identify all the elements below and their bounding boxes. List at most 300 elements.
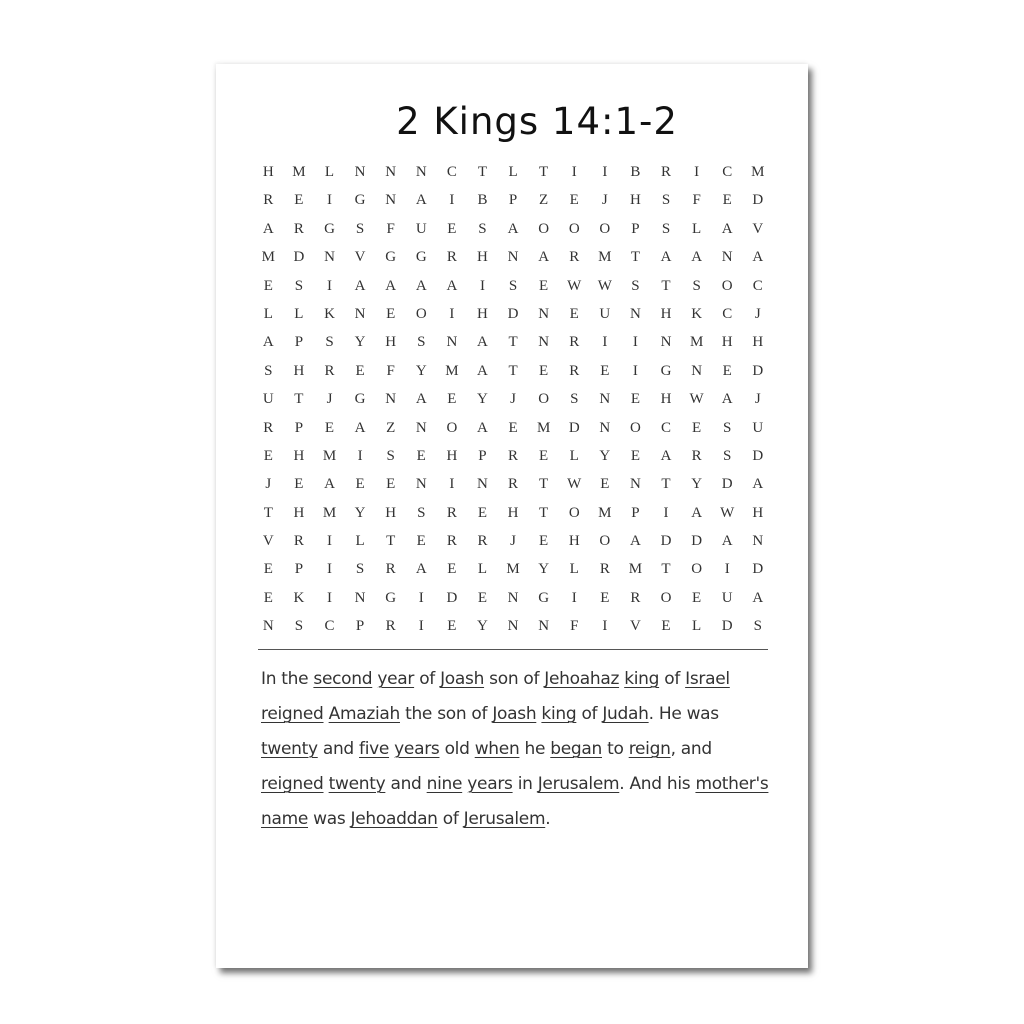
grid-letter: R — [263, 419, 274, 436]
grid-letter: E — [600, 589, 610, 606]
hidden-word: second — [313, 669, 373, 689]
grid-letter: W — [567, 277, 582, 294]
grid-letter: T — [661, 476, 671, 493]
grid-letter: L — [355, 533, 365, 550]
grid-letter: H — [477, 305, 488, 322]
grid-letter: C — [722, 164, 733, 180]
grid-letter: P — [294, 419, 304, 436]
grid-letter: R — [293, 220, 304, 237]
grid-letter: S — [355, 220, 365, 237]
grid-letter: E — [294, 476, 304, 493]
grid-letter: P — [294, 334, 304, 351]
grid-letter: H — [568, 533, 580, 550]
grid-letter: N — [599, 391, 611, 408]
grid-letter: J — [326, 391, 333, 408]
grid-letter: G — [660, 362, 672, 379]
hidden-word: years — [394, 739, 440, 759]
grid-letter: Z — [386, 419, 396, 436]
hidden-word: name — [261, 809, 309, 829]
passage-text: and — [317, 739, 360, 759]
grid-letter: D — [507, 305, 519, 322]
passage-text: of — [659, 669, 686, 689]
grid-letter: D — [752, 362, 764, 379]
hidden-word: reigned — [261, 774, 324, 794]
passage-text: old — [439, 739, 475, 759]
grid-letter: T — [661, 277, 671, 294]
grid-letter: A — [538, 249, 550, 266]
grid-letter: P — [631, 220, 640, 237]
grid-letter: K — [691, 305, 703, 322]
grid-letter: N — [415, 476, 427, 493]
grid-letter: E — [477, 504, 488, 521]
passage-text: . He was — [648, 704, 719, 724]
grid-letter: I — [449, 476, 455, 493]
grid-letter: E — [508, 419, 518, 436]
grid-letter: E — [722, 192, 732, 209]
grid-letter: F — [386, 362, 395, 379]
grid-letter: O — [568, 504, 580, 521]
grid-letter: R — [446, 249, 457, 266]
grid-letter: H — [293, 447, 305, 464]
grid-letter: T — [661, 561, 671, 578]
grid-letter: W — [689, 391, 704, 408]
grid-letter: D — [721, 618, 733, 635]
hidden-word: Jehoahaz — [544, 669, 620, 689]
grid-letter: E — [600, 362, 610, 379]
grid-letter: M — [292, 164, 306, 180]
grid-letter: M — [445, 362, 459, 379]
grid-letter: W — [597, 277, 612, 294]
grid-letter: A — [477, 334, 488, 351]
grid-letter: H — [385, 504, 397, 521]
grid-letter: A — [477, 419, 488, 436]
grid-letter: G — [385, 589, 397, 606]
grid-letter: N — [354, 589, 366, 606]
grid-letter: N — [599, 419, 611, 436]
grid-letter: Z — [539, 192, 549, 209]
grid-letter: E — [263, 589, 273, 606]
grid-letter: A — [752, 249, 764, 266]
grid-letter: I — [326, 561, 332, 578]
grid-letter: E — [477, 589, 488, 606]
grid-letter: L — [569, 447, 579, 464]
grid-letter: R — [661, 164, 672, 180]
grid-letter: A — [691, 504, 703, 521]
grid-letter: E — [447, 618, 457, 635]
grid-letter: I — [602, 164, 608, 180]
grid-letter: D — [691, 533, 703, 550]
grid-letter: P — [508, 192, 518, 209]
hidden-word: mother's — [695, 774, 769, 794]
grid-letter: A — [262, 220, 274, 237]
passage-text: of — [576, 704, 603, 724]
grid-letter: S — [753, 618, 762, 635]
grid-letter: R — [446, 533, 457, 550]
grid-letter: E — [692, 589, 702, 606]
grid-letter: Y — [354, 504, 366, 521]
grid-letter: A — [630, 533, 641, 550]
grid-letter: Y — [477, 618, 488, 635]
grid-letter: M — [598, 504, 612, 521]
grid-letter: A — [660, 249, 672, 266]
grid-letter: M — [322, 447, 337, 464]
grid-letter: O — [721, 277, 733, 294]
grid-letter: A — [721, 391, 733, 408]
grid-letter: O — [538, 391, 550, 408]
grid-letter: S — [631, 277, 640, 294]
grid-letter: J — [754, 305, 761, 322]
grid-letter: M — [261, 249, 275, 266]
hidden-word: Israel — [685, 669, 730, 689]
grid-letter: I — [479, 277, 485, 294]
grid-letter: R — [508, 447, 519, 464]
grid-letter: E — [692, 419, 702, 436]
passage-text: and — [385, 774, 427, 794]
grid-letter: Y — [599, 447, 611, 464]
grid-letter: R — [599, 561, 610, 578]
grid-letter: C — [324, 618, 335, 635]
grid-letter: Y — [691, 476, 703, 493]
grid-letter: N — [354, 164, 366, 180]
grid-letter: K — [324, 305, 335, 322]
grid-letter: E — [263, 447, 273, 464]
grid-letter: E — [630, 391, 640, 408]
grid-letter: W — [567, 476, 582, 493]
hidden-word: Jerusalem — [463, 809, 546, 829]
grid-letter: Y — [354, 334, 366, 351]
grid-letter: E — [447, 220, 457, 237]
grid-letter: M — [751, 164, 765, 180]
grid-letter: D — [752, 192, 764, 209]
worksheet-page — [216, 64, 808, 968]
grid-letter: T — [294, 391, 304, 408]
grid-letter: T — [539, 476, 549, 493]
grid-letter: E — [416, 533, 426, 550]
grid-letter: R — [508, 476, 519, 493]
grid-letter: I — [571, 164, 577, 180]
passage-text: . — [545, 809, 551, 829]
grid-letter: S — [417, 504, 426, 521]
grid-letter: V — [354, 249, 366, 266]
grid-letter: I — [326, 533, 332, 550]
grid-letter: A — [415, 561, 427, 578]
grid-letter: H — [507, 504, 519, 521]
grid-letter: E — [355, 476, 365, 493]
passage-text: was — [308, 809, 351, 829]
grid-letter: A — [507, 220, 519, 237]
grid-letter: E — [263, 277, 273, 294]
grid-letter: D — [446, 589, 458, 606]
grid-letter: T — [539, 164, 549, 180]
grid-letter: I — [449, 192, 455, 209]
grid-letter: H — [385, 334, 397, 351]
grid-letter: A — [446, 277, 458, 294]
grid-letter: E — [539, 362, 549, 379]
grid-letter: A — [324, 476, 335, 493]
grid-letter: U — [721, 589, 733, 606]
passage-text: son of — [484, 669, 545, 689]
grid-letter: E — [386, 476, 396, 493]
grid-letter: A — [660, 447, 672, 464]
grid-letter: N — [507, 249, 519, 266]
grid-letter: M — [598, 249, 612, 266]
grid-letter: S — [325, 334, 334, 351]
passage-text: In the — [261, 669, 314, 689]
grid-letter: P — [478, 447, 487, 464]
grid-letter: S — [294, 277, 304, 294]
grid-letter: D — [568, 419, 580, 436]
grid-letter: T — [477, 164, 488, 180]
grid-letter: F — [570, 618, 579, 635]
grid-letter: F — [386, 220, 395, 237]
grid-letter: K — [293, 589, 305, 606]
grid-letter: I — [602, 334, 608, 351]
grid-letter: H — [660, 305, 672, 322]
grid-letter: S — [294, 618, 304, 635]
grid-letter: M — [628, 561, 643, 578]
grid-letter: I — [326, 192, 332, 209]
grid-letter: T — [386, 533, 396, 550]
grid-letter: S — [355, 561, 365, 578]
grid-letter: N — [538, 618, 550, 635]
grid-letter: N — [324, 249, 335, 266]
grid-letter: R — [385, 561, 396, 578]
grid-letter: T — [263, 504, 273, 521]
hidden-word: twenty — [328, 774, 386, 794]
hidden-word: five — [359, 739, 390, 759]
grid-letter: D — [752, 561, 764, 578]
grid-letter: V — [630, 618, 641, 635]
grid-letter: H — [660, 391, 672, 408]
passage-text: the son of — [399, 704, 493, 724]
grid-letter: N — [385, 192, 397, 209]
grid-letter: O — [568, 220, 580, 237]
grid-letter: N — [538, 305, 550, 322]
grid-letter: L — [508, 164, 518, 180]
grid-letter: N — [538, 334, 550, 351]
grid-letter: S — [661, 220, 671, 237]
grid-letter: H — [752, 334, 764, 351]
grid-letter: I — [663, 504, 669, 521]
passage-text: , and — [670, 739, 712, 759]
hidden-word: Jehoaddan — [350, 809, 438, 829]
grid-letter: D — [721, 476, 733, 493]
grid-letter: F — [692, 192, 701, 209]
passage-text: to — [602, 739, 629, 759]
grid-letter: H — [293, 504, 305, 521]
grid-letter: L — [692, 220, 702, 237]
grid-letter: O — [691, 561, 703, 578]
grid-letter: A — [354, 277, 366, 294]
grid-letter: N — [477, 476, 488, 493]
grid-letter: I — [357, 447, 363, 464]
hidden-word: when — [474, 739, 520, 759]
grid-letter: O — [599, 533, 611, 550]
grid-letter: E — [722, 362, 732, 379]
grid-letter: H — [446, 447, 458, 464]
grid-letter: A — [415, 277, 427, 294]
grid-letter: L — [569, 561, 579, 578]
grid-letter: T — [539, 504, 549, 521]
grid-letter: S — [570, 391, 579, 408]
grid-letter: C — [446, 164, 457, 180]
word-search-grid — [253, 158, 773, 641]
grid-letter: L — [477, 561, 488, 578]
grid-letter: C — [661, 419, 672, 436]
grid-letter: O — [415, 305, 427, 322]
grid-letter: A — [721, 533, 733, 550]
grid-letter: J — [265, 476, 272, 493]
grid-letter: N — [507, 618, 519, 635]
grid-letter: I — [632, 334, 638, 351]
grid-letter: E — [661, 618, 671, 635]
grid-letter: U — [752, 419, 764, 436]
grid-letter: M — [536, 419, 551, 436]
grid-letter: R — [630, 589, 641, 606]
grid-letter: A — [691, 249, 703, 266]
grid-letter: J — [510, 391, 516, 408]
passage-text: . And his — [619, 774, 696, 794]
grid-letter: D — [293, 249, 305, 266]
grid-letter: G — [385, 249, 397, 266]
grid-letter: A — [415, 192, 427, 209]
grid-letter: O — [630, 419, 641, 436]
hidden-word: reigned — [261, 704, 324, 724]
grid-letter: A — [477, 362, 488, 379]
passage-text: in — [512, 774, 538, 794]
grid-letter: Y — [477, 391, 488, 408]
grid-letter: N — [507, 589, 519, 606]
grid-letter: R — [477, 533, 488, 550]
grid-letter: L — [263, 305, 273, 322]
hidden-word: king — [541, 704, 577, 724]
grid-letter: G — [324, 220, 335, 237]
grid-letter: D — [752, 447, 764, 464]
grid-letter: I — [449, 305, 455, 322]
grid-letter: N — [752, 533, 764, 550]
grid-letter: R — [569, 249, 580, 266]
hidden-word: began — [550, 739, 602, 759]
grid-letter: N — [354, 305, 366, 322]
grid-letter: L — [324, 164, 335, 180]
grid-letter: E — [539, 533, 549, 550]
grid-letter: C — [752, 277, 763, 294]
grid-letter: G — [354, 391, 366, 408]
grid-letter: I — [418, 618, 424, 635]
grid-letter: N — [385, 164, 397, 180]
hidden-word: nine — [426, 774, 463, 794]
grid-letter: R — [446, 504, 457, 521]
grid-letter: S — [264, 362, 273, 379]
grid-letter: E — [294, 192, 304, 209]
grid-letter: H — [262, 164, 274, 180]
grid-letter: G — [354, 192, 366, 209]
grid-letter: N — [660, 334, 672, 351]
grid-letter: J — [754, 391, 761, 408]
grid-letter: G — [415, 249, 427, 266]
grid-letter: R — [293, 533, 304, 550]
grid-letter: G — [538, 589, 550, 606]
grid-letter: P — [631, 504, 640, 521]
grid-letter: H — [477, 249, 488, 266]
grid-letter: N — [630, 305, 641, 322]
grid-letter: I — [694, 164, 700, 180]
grid-letter: I — [632, 362, 638, 379]
grid-letter: A — [262, 334, 274, 351]
grid-letter: N — [415, 419, 427, 436]
grid-letter: I — [326, 589, 332, 606]
divider — [258, 649, 768, 650]
grid-letter: R — [263, 192, 274, 209]
hidden-word: reign — [628, 739, 671, 759]
grid-letter: I — [724, 561, 730, 578]
grid-letter: J — [510, 533, 516, 550]
grid-letter: D — [660, 533, 672, 550]
grid-letter: E — [539, 447, 549, 464]
grid-letter: E — [447, 391, 457, 408]
hidden-word: years — [467, 774, 513, 794]
grid-letter: N — [630, 476, 641, 493]
page-title: 2 Kings 14:1-2 — [396, 100, 678, 143]
passage-text: he — [519, 739, 551, 759]
grid-letter: R — [691, 447, 702, 464]
grid-letter: T — [508, 362, 518, 379]
grid-letter: C — [722, 305, 733, 322]
grid-letter: R — [385, 618, 396, 635]
grid-letter: E — [416, 447, 426, 464]
grid-letter: B — [630, 164, 641, 180]
scripture-passage — [261, 662, 771, 837]
grid-letter: A — [752, 476, 764, 493]
grid-letter: H — [630, 192, 641, 209]
grid-letter: H — [721, 334, 733, 351]
grid-letter: N — [691, 362, 703, 379]
hidden-word: Joash — [440, 669, 485, 689]
grid-letter: N — [385, 391, 397, 408]
hidden-word: king — [624, 669, 660, 689]
grid-letter: E — [630, 447, 640, 464]
grid-letter: O — [660, 589, 672, 606]
passage-text: of — [437, 809, 464, 829]
hidden-word: Joash — [492, 704, 537, 724]
grid-letter: A — [752, 589, 764, 606]
grid-letter: S — [508, 277, 518, 294]
grid-letter: U — [599, 305, 611, 322]
grid-letter: T — [630, 249, 640, 266]
grid-letter: S — [723, 419, 732, 436]
grid-letter: E — [539, 277, 549, 294]
grid-letter: U — [415, 220, 427, 237]
grid-letter: A — [415, 391, 427, 408]
grid-letter: I — [326, 277, 332, 294]
grid-letter: U — [262, 391, 274, 408]
grid-letter: S — [661, 192, 671, 209]
grid-letter: S — [386, 447, 395, 464]
grid-letter: V — [262, 533, 274, 550]
grid-letter: S — [417, 334, 426, 351]
grid-letter: E — [569, 305, 579, 322]
grid-letter: I — [571, 589, 577, 606]
grid-letter: S — [723, 447, 732, 464]
grid-letter: W — [720, 504, 735, 521]
grid-letter: I — [418, 589, 424, 606]
grid-letter: V — [752, 220, 764, 237]
grid-letter: S — [692, 277, 701, 294]
grid-letter: E — [600, 476, 610, 493]
grid-letter: E — [324, 419, 335, 436]
grid-letter: M — [506, 561, 520, 578]
grid-letter: J — [601, 192, 608, 209]
